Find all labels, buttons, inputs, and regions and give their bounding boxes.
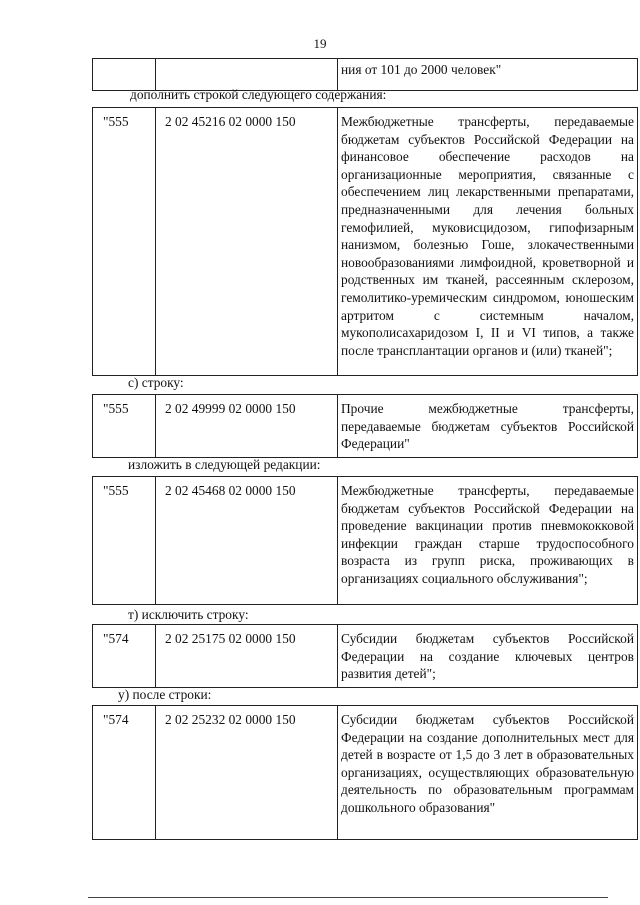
page-number: 19 bbox=[313, 36, 327, 51]
code-cell: "555 bbox=[93, 395, 156, 458]
table-row bbox=[93, 108, 638, 376]
table-row bbox=[93, 706, 638, 840]
code-cell: "555 bbox=[93, 108, 156, 376]
code-cell: "555 bbox=[93, 477, 156, 605]
instruction-row-t: т) исключить строку: bbox=[128, 607, 249, 622]
kbk-cell: 2 02 45468 02 0000 150 bbox=[156, 477, 338, 605]
table-row-2 bbox=[92, 394, 638, 458]
kbk-cell: 2 02 25175 02 0000 150 bbox=[156, 625, 338, 688]
instruction-add-row: дополнить строкой следующего содержания: bbox=[130, 87, 387, 102]
code-cell: "574 bbox=[93, 706, 156, 840]
instruction-replace: изложить в следующей редакции: bbox=[128, 457, 321, 472]
table-row bbox=[93, 625, 638, 688]
description-cell: Субсидии бюджетам субъектов Российской Федерации на создание дополнительных мест для детей в возрасте от 1,5 до 3 лет в образовательных организациях, осуществляющих образовательную деятельность по образовательным программам дошкольного образования" bbox=[338, 706, 638, 840]
description-cell: Межбюджетные трансферты, передаваемые бюджетам субъектов Российской Федерации на финансовое обеспечение расходов на организационные мероприятия, связанные с обеспечением лиц лекарственными препаратами, предназначенными для лечения больных гемофилией, муковисцидозом, гипофизарным нанизмом, болезнью Гоше, злокачественными новообразованиями лимфоидной, кроветворной и родственных им тканей, рассеянным склерозом, гемолитико-уремическим синдромом, юношеским артритом с системным началом, мукополисахаридозом I, II и VI типов, а также после трансплантации органов и (или) тканей"; bbox=[338, 108, 638, 376]
instruction-row-u: у) после строки: bbox=[118, 687, 212, 702]
kbk-cell: 2 02 45216 02 0000 150 bbox=[156, 108, 338, 376]
table-row bbox=[93, 477, 638, 605]
table-row-4 bbox=[92, 624, 638, 688]
table-row-3 bbox=[92, 476, 638, 605]
description-cell: Межбюджетные трансферты, передаваемые бюджетам субъектов Российской Федерации на проведение вакцинации против пневмококковой инфекции граждан старше трудоспособного возраста из групп риска, проживающих в организациях социального обслуживания"; bbox=[338, 477, 638, 605]
table-row-5 bbox=[92, 705, 638, 840]
bottom-edge-line bbox=[88, 897, 608, 898]
description-cell: ния от 101 до 2000 человек" bbox=[338, 59, 638, 91]
kbk-cell: 2 02 25232 02 0000 150 bbox=[156, 706, 338, 840]
code-cell: "574 bbox=[93, 625, 156, 688]
table-row bbox=[93, 395, 638, 458]
table-row-1 bbox=[92, 107, 638, 376]
description-cell: Прочие межбюджетные трансферты, передаваемые бюджетам субъектов Российской Федерации" bbox=[338, 395, 638, 458]
instruction-row-c: с) строку: bbox=[128, 375, 184, 390]
kbk-cell: 2 02 49999 02 0000 150 bbox=[156, 395, 338, 458]
description-cell: Субсидии бюджетам субъектов Российской Федерации на создание ключевых центров развития детей"; bbox=[338, 625, 638, 688]
